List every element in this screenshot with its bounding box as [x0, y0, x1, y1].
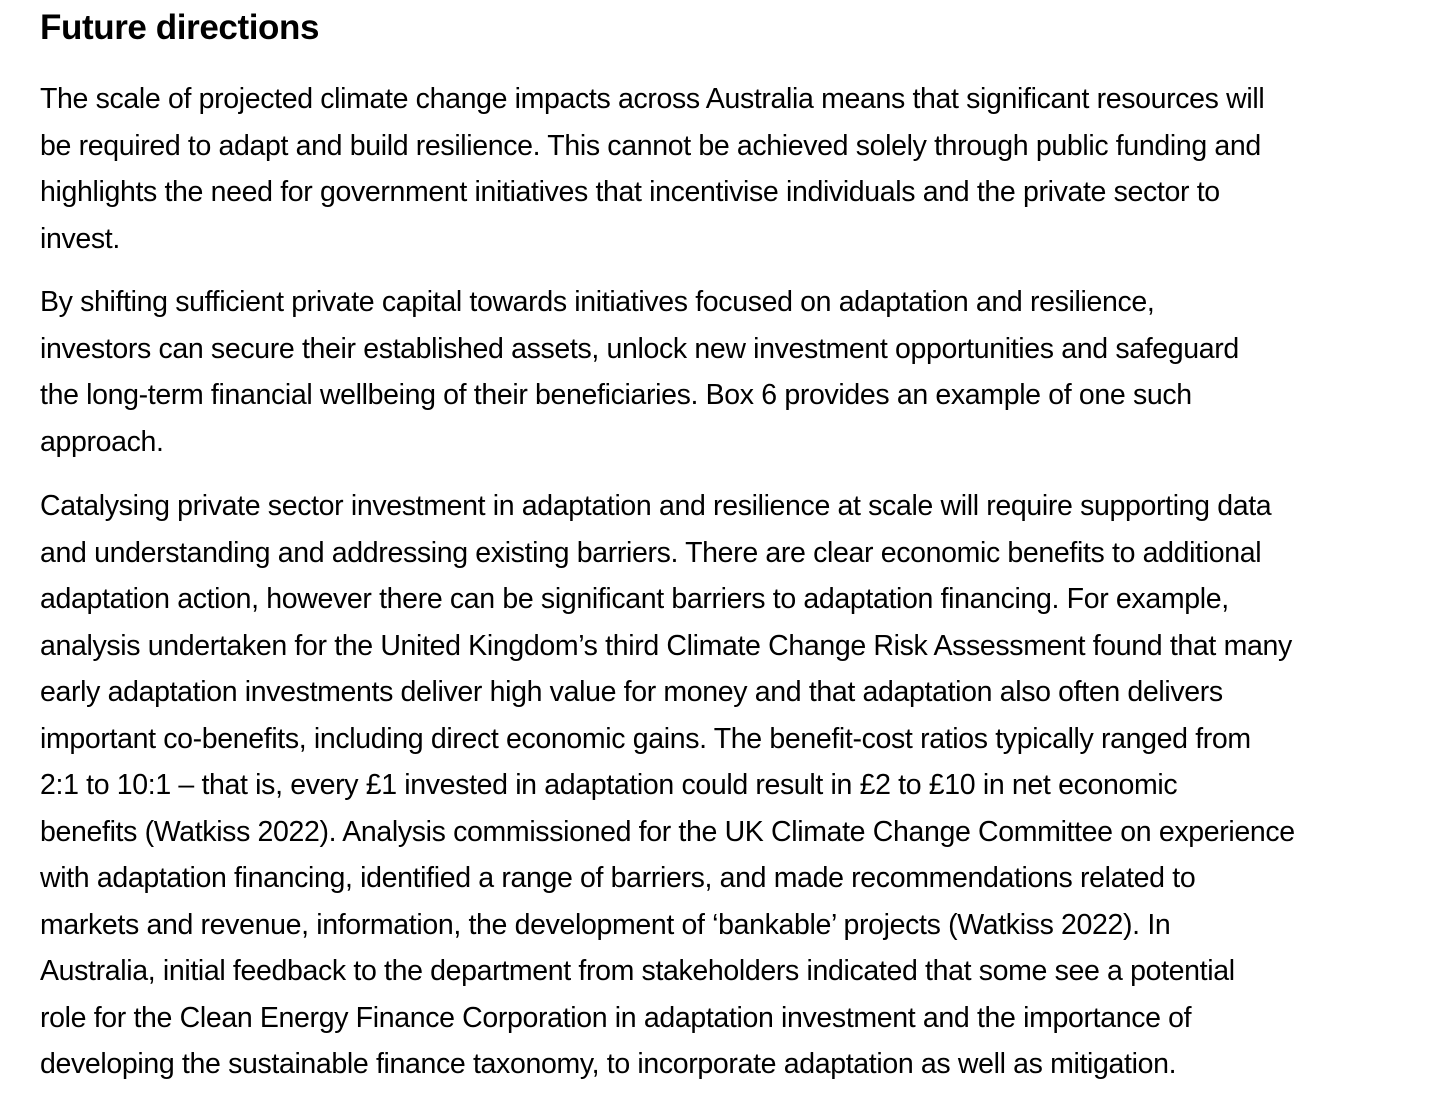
text-line: Catalysing private sector investment in adaptation and resilience at scale will require supporting data	[40, 490, 1272, 522]
text-line: markets and revenue, information, the development of ‘bankable’ projects (Watkiss 2022). In	[40, 908, 1171, 941]
text-line: The scale of projected climate change impacts across Australia means that significant resources will	[40, 83, 1265, 115]
text-line: adaptation action, however there can be significant barriers to adaptation financing. For example,	[40, 583, 1229, 615]
paragraph-3	[40, 483, 1295, 1088]
text-line: approach.	[40, 425, 164, 458]
text-line: highlights the need for government initiatives that incentivise individuals and the private sector to	[40, 176, 1220, 208]
text-line: By shifting sufficient private capital towards initiatives focused on adaptation and resilience,	[40, 286, 1155, 318]
paragraph-1	[40, 76, 1264, 262]
text-line: Australia, initial feedback to the department from stakeholders indicated that some see a potential	[40, 955, 1235, 987]
text-line: be required to adapt and build resilience. This cannot be achieved solely through public funding and	[40, 129, 1261, 162]
text-line: developing the sustainable finance taxonomy, to incorporate adaptation as well as mitigation.	[40, 1048, 1177, 1080]
text-line: 2:1 to 10:1 – that is, every £1 invested in adaptation could result in £2 to £10 in net economic	[40, 769, 1178, 801]
text-line: the long-term financial wellbeing of their beneficiaries. Box 6 provides an example of one such	[40, 379, 1192, 411]
section-heading: Future directions	[40, 8, 320, 47]
text-line: and understanding and addressing existing barriers. There are clear economic benefits to additional	[40, 536, 1262, 569]
text-line: important co-benefits, including direct economic gains. The benefit-cost ratios typically ranged from	[40, 722, 1251, 755]
text-line: role for the Clean Energy Finance Corporation in adaptation investment and the importance of	[40, 1001, 1192, 1034]
paragraph-2	[40, 279, 1239, 465]
text-line: early adaptation investments deliver high value for money and that adaptation also often delivers	[40, 676, 1223, 708]
text-line: investors can secure their established assets, unlock new investment opportunities and safeguard	[40, 332, 1239, 365]
text-line: analysis undertaken for the United Kingdom’s third Climate Change Risk Assessment found that many	[40, 629, 1292, 662]
text-line: with adaptation financing, identified a range of barriers, and made recommendations related to	[40, 862, 1196, 894]
text-line: benefits (Watkiss 2022). Analysis commissioned for the UK Climate Change Committee on experience	[40, 815, 1295, 848]
text-line: invest.	[40, 222, 120, 255]
